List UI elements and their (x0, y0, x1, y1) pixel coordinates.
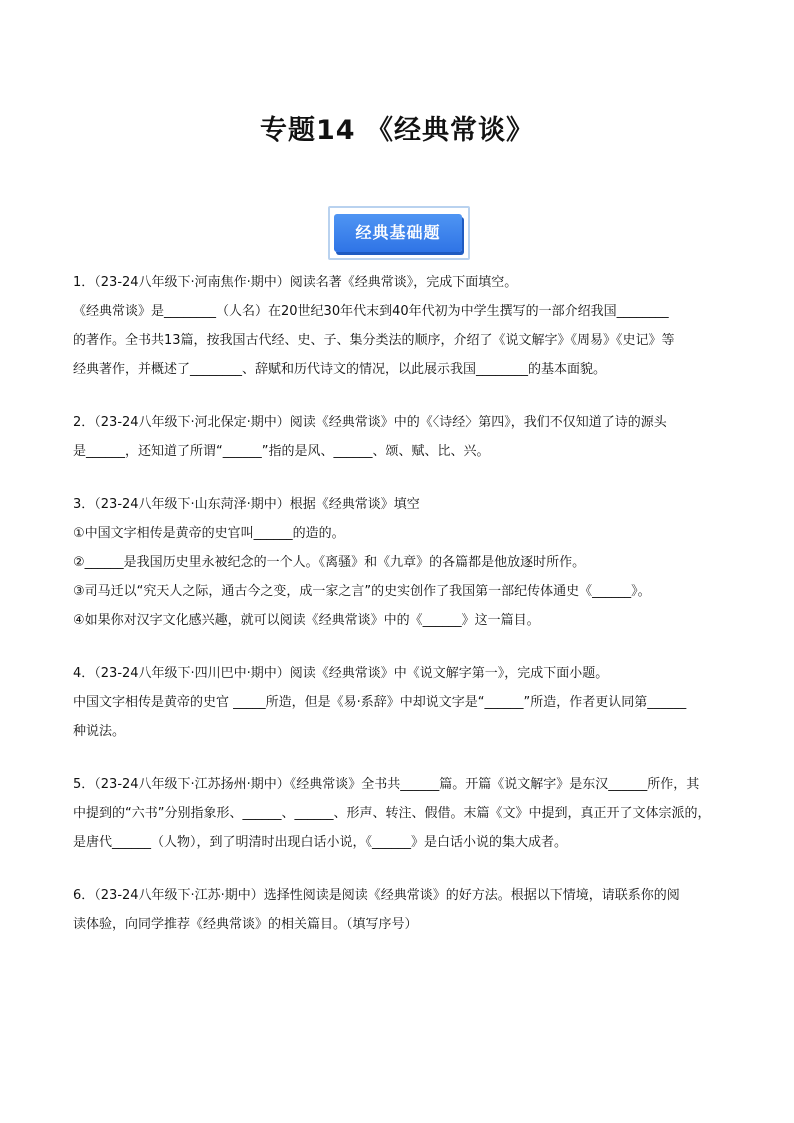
question-line: ④如果你对汉字文化感兴趣，就可以阅读《经典常谈》中的《______》这一篇目。 (73, 613, 540, 628)
question-head: 4．（23-24八年级下·四川巴中·期中）阅读《经典常谈》中《说文解字第一》，完成下面小题。 (73, 666, 609, 681)
question-head: 6．（23-24八年级下·江苏·期中）选择性阅读是阅读《经典常谈》的好方法。根据以下情境，请联系你的阅 (73, 888, 680, 903)
question-line: ①中国文字相传是黄帝的史官叫______的造的。 (73, 526, 345, 541)
section-badge (328, 206, 468, 258)
question-line: 种说法。 (73, 724, 126, 739)
question-line: ②______是我国历史里永被纪念的一个人。《离骚》和《九章》的各篇都是他放逐时所作。 (73, 555, 586, 570)
question-1 (73, 268, 723, 384)
question-line: 是______，还知道了所谓“______”指的是风、______、颂、赋、比、兴。 (73, 444, 490, 459)
question-head: 2．（23-24八年级下·河北保定·期中）阅读《经典常谈》中的《〈诗经〉第四》，我们不仅知道了诗的源头 (73, 415, 667, 430)
question-head: 3．（23-24八年级下·山东菏泽·期中）根据《经典常谈》填空 (73, 497, 420, 512)
question-6 (73, 881, 723, 939)
question-4 (73, 659, 723, 746)
badge-label: 经典基础题 (334, 214, 462, 252)
question-2 (73, 408, 723, 466)
question-line: 《经典常谈》是________（人名）在20世纪30年代末到40年代初为中学生撰写的一部介绍我国________ (73, 304, 669, 319)
question-line: 中提到的“六书”分别指象形、______、______、形声、转注、假借。末篇《文》中提到，真正开了文体宗派的， (73, 806, 711, 821)
question-line: 是唐代______（人物），到了明清时出现白话小说，《______》是白话小说的集大成者。 (73, 835, 568, 850)
page-title: 专题14 《经典常谈》 (260, 115, 534, 146)
question-3 (73, 490, 723, 635)
question-5 (73, 770, 723, 857)
question-head: 1．（23-24八年级下·河南焦作·期中）阅读名著《经典常谈》，完成下面填空。 (73, 275, 518, 290)
question-head: 5．（23-24八年级下·江苏扬州·期中）《经典常谈》全书共______篇。开篇《说文解字》是东汉______所作，其 (73, 777, 700, 792)
question-line: 中国文字相传是黄帝的史官 _____所造，但是《易·系辞》中却说文字是“______”所造，作者更认同第______ (73, 695, 687, 710)
question-line: 的著作。全书共13篇，按我国古代经、史、子、集分类法的顺序，介绍了《说文解字》《周易》《史记》等 (73, 333, 675, 348)
question-line: 读体验，向同学推荐《经典常谈》的相关篇目。（填写序号） (73, 917, 418, 932)
question-line: 经典著作，并概述了________、辞赋和历代诗文的情况，以此展示我国________的基本面貌。 (73, 362, 607, 377)
question-list (73, 268, 723, 963)
question-line: ③司马迁以“究天人之际，通古今之变，成一家之言”的史实创作了我国第一部纪传体通史《______》。 (73, 584, 651, 599)
